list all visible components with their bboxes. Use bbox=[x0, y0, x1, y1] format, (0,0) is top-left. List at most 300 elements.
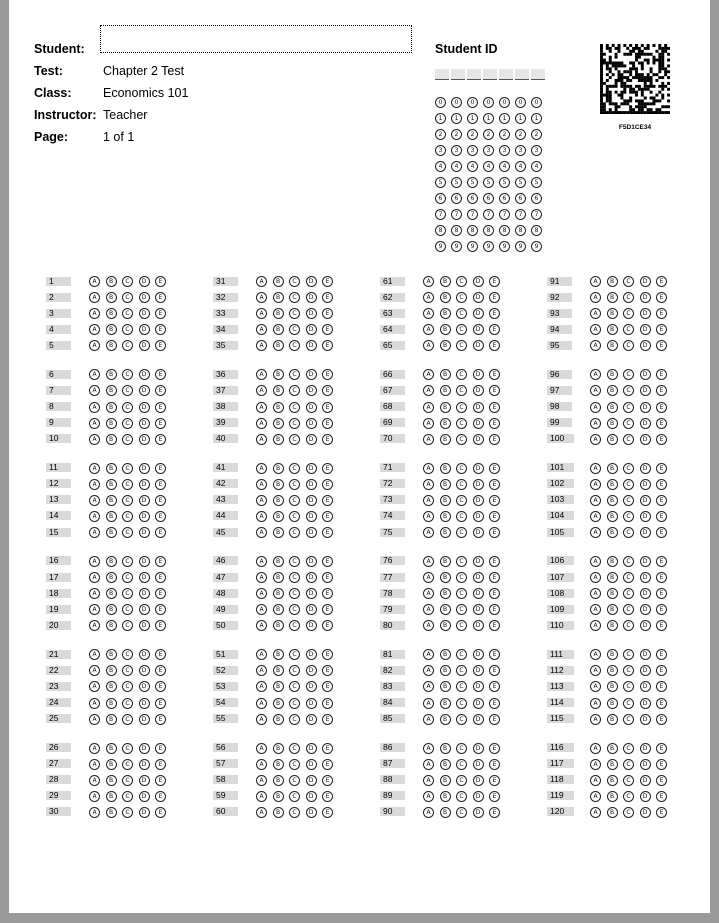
answer-bubble[interactable]: C bbox=[623, 620, 634, 631]
answer-bubble[interactable]: B bbox=[440, 385, 451, 396]
answer-bubble[interactable]: D bbox=[306, 649, 317, 660]
answer-bubble[interactable]: E bbox=[322, 418, 333, 429]
answer-bubble[interactable]: D bbox=[640, 369, 651, 380]
answer-bubble[interactable]: A bbox=[256, 495, 267, 506]
answer-bubble[interactable]: A bbox=[590, 791, 601, 802]
student-id-bubble[interactable]: 8 bbox=[531, 225, 542, 236]
answer-bubble[interactable]: C bbox=[456, 340, 467, 351]
student-id-bubble[interactable]: 4 bbox=[499, 161, 510, 172]
student-id-bubble[interactable]: 5 bbox=[451, 177, 462, 188]
answer-bubble[interactable]: A bbox=[590, 775, 601, 786]
student-id-bubble[interactable]: 1 bbox=[435, 113, 446, 124]
answer-bubble[interactable]: D bbox=[139, 308, 150, 319]
answer-bubble[interactable]: E bbox=[322, 588, 333, 599]
answer-bubble[interactable]: E bbox=[489, 556, 500, 567]
answer-bubble[interactable]: C bbox=[289, 308, 300, 319]
student-id-bubble[interactable]: 4 bbox=[467, 161, 478, 172]
student-id-bubble[interactable]: 2 bbox=[483, 129, 494, 140]
answer-bubble[interactable]: B bbox=[273, 418, 284, 429]
answer-bubble[interactable]: B bbox=[440, 807, 451, 818]
student-id-bubble[interactable]: 0 bbox=[467, 97, 478, 108]
answer-bubble[interactable]: C bbox=[122, 807, 133, 818]
answer-bubble[interactable]: D bbox=[473, 649, 484, 660]
answer-bubble[interactable]: A bbox=[256, 340, 267, 351]
answer-bubble[interactable]: D bbox=[139, 434, 150, 445]
answer-bubble[interactable]: B bbox=[273, 681, 284, 692]
answer-bubble[interactable]: C bbox=[456, 276, 467, 287]
answer-bubble[interactable]: A bbox=[89, 588, 100, 599]
answer-bubble[interactable]: D bbox=[473, 511, 484, 522]
answer-bubble[interactable]: E bbox=[656, 681, 667, 692]
answer-bubble[interactable]: C bbox=[122, 402, 133, 413]
answer-bubble[interactable]: A bbox=[590, 434, 601, 445]
answer-bubble[interactable]: E bbox=[656, 324, 667, 335]
answer-bubble[interactable]: A bbox=[89, 402, 100, 413]
answer-bubble[interactable]: E bbox=[489, 588, 500, 599]
answer-bubble[interactable]: D bbox=[640, 807, 651, 818]
answer-bubble[interactable]: D bbox=[306, 681, 317, 692]
answer-bubble[interactable]: A bbox=[423, 556, 434, 567]
answer-bubble[interactable]: D bbox=[640, 620, 651, 631]
answer-bubble[interactable]: B bbox=[440, 775, 451, 786]
answer-bubble[interactable]: A bbox=[590, 759, 601, 770]
answer-bubble[interactable]: B bbox=[273, 807, 284, 818]
answer-bubble[interactable]: D bbox=[306, 665, 317, 676]
answer-bubble[interactable]: C bbox=[122, 665, 133, 676]
answer-bubble[interactable]: D bbox=[139, 511, 150, 522]
answer-bubble[interactable]: C bbox=[289, 807, 300, 818]
answer-bubble[interactable]: C bbox=[623, 434, 634, 445]
student-id-bubble[interactable]: 2 bbox=[515, 129, 526, 140]
answer-bubble[interactable]: E bbox=[656, 308, 667, 319]
answer-bubble[interactable]: A bbox=[89, 479, 100, 490]
answer-bubble[interactable]: C bbox=[122, 463, 133, 474]
answer-bubble[interactable]: B bbox=[273, 385, 284, 396]
answer-bubble[interactable]: C bbox=[289, 292, 300, 303]
answer-bubble[interactable]: C bbox=[456, 292, 467, 303]
answer-bubble[interactable]: E bbox=[656, 698, 667, 709]
answer-bubble[interactable]: C bbox=[122, 276, 133, 287]
student-id-bubble[interactable]: 1 bbox=[467, 113, 478, 124]
answer-bubble[interactable]: C bbox=[289, 775, 300, 786]
answer-bubble[interactable]: D bbox=[306, 743, 317, 754]
answer-bubble[interactable]: D bbox=[306, 308, 317, 319]
answer-bubble[interactable]: B bbox=[106, 308, 117, 319]
answer-bubble[interactable]: A bbox=[89, 434, 100, 445]
answer-bubble[interactable]: C bbox=[289, 479, 300, 490]
answer-bubble[interactable]: C bbox=[623, 556, 634, 567]
answer-bubble[interactable]: E bbox=[155, 743, 166, 754]
answer-bubble[interactable]: E bbox=[656, 759, 667, 770]
answer-bubble[interactable]: C bbox=[456, 698, 467, 709]
answer-bubble[interactable]: C bbox=[623, 324, 634, 335]
answer-bubble[interactable]: A bbox=[256, 434, 267, 445]
answer-bubble[interactable]: A bbox=[89, 649, 100, 660]
answer-bubble[interactable]: E bbox=[489, 418, 500, 429]
student-id-digit-box[interactable] bbox=[483, 69, 497, 80]
answer-bubble[interactable]: B bbox=[273, 308, 284, 319]
answer-bubble[interactable]: A bbox=[590, 714, 601, 725]
answer-bubble[interactable]: B bbox=[440, 463, 451, 474]
answer-bubble[interactable]: A bbox=[256, 807, 267, 818]
answer-bubble[interactable]: D bbox=[139, 791, 150, 802]
student-id-digit-box[interactable] bbox=[515, 69, 529, 80]
student-id-bubble[interactable]: 0 bbox=[531, 97, 542, 108]
student-id-bubble[interactable]: 5 bbox=[483, 177, 494, 188]
answer-bubble[interactable]: E bbox=[155, 604, 166, 615]
answer-bubble[interactable]: C bbox=[456, 556, 467, 567]
answer-bubble[interactable]: C bbox=[122, 649, 133, 660]
answer-bubble[interactable]: C bbox=[122, 340, 133, 351]
answer-bubble[interactable]: D bbox=[306, 402, 317, 413]
answer-bubble[interactable]: E bbox=[155, 511, 166, 522]
answer-bubble[interactable]: A bbox=[89, 759, 100, 770]
student-id-bubble[interactable]: 1 bbox=[515, 113, 526, 124]
answer-bubble[interactable]: C bbox=[122, 385, 133, 396]
answer-bubble[interactable]: A bbox=[423, 714, 434, 725]
student-id-bubble[interactable]: 8 bbox=[435, 225, 446, 236]
answer-bubble[interactable]: D bbox=[306, 588, 317, 599]
answer-bubble[interactable]: C bbox=[623, 479, 634, 490]
student-id-bubble[interactable]: 9 bbox=[467, 241, 478, 252]
answer-bubble[interactable]: C bbox=[122, 714, 133, 725]
answer-bubble[interactable]: C bbox=[289, 572, 300, 583]
answer-bubble[interactable]: A bbox=[89, 620, 100, 631]
answer-bubble[interactable]: A bbox=[423, 479, 434, 490]
answer-bubble[interactable]: D bbox=[139, 714, 150, 725]
answer-bubble[interactable]: C bbox=[122, 511, 133, 522]
answer-bubble[interactable]: D bbox=[306, 714, 317, 725]
answer-bubble[interactable]: B bbox=[273, 527, 284, 538]
answer-bubble[interactable]: E bbox=[656, 418, 667, 429]
answer-bubble[interactable]: C bbox=[623, 649, 634, 660]
answer-bubble[interactable]: C bbox=[289, 385, 300, 396]
answer-bubble[interactable]: B bbox=[440, 620, 451, 631]
answer-bubble[interactable]: C bbox=[289, 698, 300, 709]
answer-bubble[interactable]: D bbox=[640, 402, 651, 413]
answer-bubble[interactable]: A bbox=[89, 572, 100, 583]
answer-bubble[interactable]: D bbox=[139, 743, 150, 754]
answer-bubble[interactable]: C bbox=[289, 369, 300, 380]
answer-bubble[interactable]: E bbox=[656, 572, 667, 583]
answer-bubble[interactable]: C bbox=[623, 292, 634, 303]
answer-bubble[interactable]: B bbox=[273, 698, 284, 709]
answer-bubble[interactable]: B bbox=[607, 369, 618, 380]
answer-bubble[interactable]: E bbox=[489, 527, 500, 538]
answer-bubble[interactable]: B bbox=[440, 759, 451, 770]
answer-bubble[interactable]: E bbox=[155, 495, 166, 506]
answer-bubble[interactable]: B bbox=[106, 743, 117, 754]
answer-bubble[interactable]: D bbox=[473, 385, 484, 396]
answer-bubble[interactable]: B bbox=[273, 434, 284, 445]
answer-bubble[interactable]: D bbox=[306, 775, 317, 786]
answer-bubble[interactable]: A bbox=[256, 698, 267, 709]
answer-bubble[interactable]: A bbox=[423, 511, 434, 522]
answer-bubble[interactable]: A bbox=[590, 665, 601, 676]
answer-bubble[interactable]: A bbox=[423, 604, 434, 615]
student-id-bubble[interactable]: 9 bbox=[531, 241, 542, 252]
answer-bubble[interactable]: D bbox=[306, 604, 317, 615]
answer-bubble[interactable]: B bbox=[273, 463, 284, 474]
answer-bubble[interactable]: A bbox=[89, 714, 100, 725]
answer-bubble[interactable]: C bbox=[623, 402, 634, 413]
answer-bubble[interactable]: E bbox=[155, 791, 166, 802]
answer-bubble[interactable]: B bbox=[273, 479, 284, 490]
answer-bubble[interactable]: E bbox=[322, 714, 333, 725]
student-id-bubble[interactable]: 3 bbox=[531, 145, 542, 156]
answer-bubble[interactable]: E bbox=[656, 402, 667, 413]
answer-bubble[interactable]: B bbox=[607, 556, 618, 567]
answer-bubble[interactable]: E bbox=[489, 495, 500, 506]
answer-bubble[interactable]: A bbox=[256, 665, 267, 676]
answer-bubble[interactable]: A bbox=[423, 340, 434, 351]
student-id-bubble[interactable]: 8 bbox=[515, 225, 526, 236]
answer-bubble[interactable]: B bbox=[440, 434, 451, 445]
answer-bubble[interactable]: D bbox=[139, 775, 150, 786]
answer-bubble[interactable]: B bbox=[607, 775, 618, 786]
answer-bubble[interactable]: D bbox=[139, 665, 150, 676]
answer-bubble[interactable]: D bbox=[306, 434, 317, 445]
answer-bubble[interactable]: C bbox=[122, 527, 133, 538]
answer-bubble[interactable]: B bbox=[273, 743, 284, 754]
answer-bubble[interactable]: E bbox=[489, 807, 500, 818]
answer-bubble[interactable]: C bbox=[623, 681, 634, 692]
answer-bubble[interactable]: B bbox=[273, 604, 284, 615]
answer-bubble[interactable]: B bbox=[440, 698, 451, 709]
answer-bubble[interactable]: A bbox=[423, 807, 434, 818]
student-id-bubble[interactable]: 0 bbox=[451, 97, 462, 108]
answer-bubble[interactable]: A bbox=[89, 665, 100, 676]
answer-bubble[interactable]: C bbox=[456, 620, 467, 631]
answer-bubble[interactable]: C bbox=[456, 807, 467, 818]
answer-bubble[interactable]: B bbox=[607, 511, 618, 522]
answer-bubble[interactable]: B bbox=[106, 791, 117, 802]
answer-bubble[interactable]: D bbox=[306, 759, 317, 770]
answer-bubble[interactable]: B bbox=[106, 369, 117, 380]
answer-bubble[interactable]: E bbox=[656, 434, 667, 445]
student-id-bubble[interactable]: 5 bbox=[499, 177, 510, 188]
answer-bubble[interactable]: D bbox=[139, 698, 150, 709]
answer-bubble[interactable]: A bbox=[423, 495, 434, 506]
student-id-bubble[interactable]: 6 bbox=[531, 193, 542, 204]
answer-bubble[interactable]: A bbox=[256, 649, 267, 660]
answer-bubble[interactable]: C bbox=[623, 759, 634, 770]
student-id-bubble[interactable]: 7 bbox=[467, 209, 478, 220]
answer-bubble[interactable]: A bbox=[256, 527, 267, 538]
answer-bubble[interactable]: D bbox=[306, 511, 317, 522]
answer-bubble[interactable]: B bbox=[106, 649, 117, 660]
answer-bubble[interactable]: C bbox=[623, 463, 634, 474]
student-id-bubble[interactable]: 6 bbox=[467, 193, 478, 204]
answer-bubble[interactable]: D bbox=[640, 572, 651, 583]
answer-bubble[interactable]: E bbox=[322, 791, 333, 802]
answer-bubble[interactable]: D bbox=[306, 340, 317, 351]
answer-bubble[interactable]: E bbox=[155, 588, 166, 599]
answer-bubble[interactable]: D bbox=[306, 791, 317, 802]
answer-bubble[interactable]: A bbox=[423, 308, 434, 319]
answer-bubble[interactable]: A bbox=[423, 276, 434, 287]
answer-bubble[interactable]: B bbox=[106, 463, 117, 474]
answer-bubble[interactable]: A bbox=[590, 649, 601, 660]
answer-bubble[interactable]: B bbox=[273, 511, 284, 522]
answer-bubble[interactable]: B bbox=[106, 681, 117, 692]
answer-bubble[interactable]: E bbox=[656, 479, 667, 490]
answer-bubble[interactable]: D bbox=[473, 665, 484, 676]
answer-bubble[interactable]: E bbox=[656, 665, 667, 676]
answer-bubble[interactable]: D bbox=[139, 620, 150, 631]
answer-bubble[interactable]: C bbox=[122, 324, 133, 335]
answer-bubble[interactable]: D bbox=[139, 276, 150, 287]
answer-bubble[interactable]: B bbox=[273, 649, 284, 660]
answer-bubble[interactable]: C bbox=[456, 385, 467, 396]
answer-bubble[interactable]: A bbox=[89, 807, 100, 818]
answer-bubble[interactable]: C bbox=[122, 434, 133, 445]
answer-bubble[interactable]: B bbox=[273, 402, 284, 413]
answer-bubble[interactable]: A bbox=[423, 463, 434, 474]
answer-bubble[interactable]: E bbox=[155, 698, 166, 709]
answer-bubble[interactable]: D bbox=[139, 340, 150, 351]
answer-bubble[interactable]: E bbox=[489, 698, 500, 709]
student-id-digit-box[interactable] bbox=[531, 69, 545, 80]
answer-bubble[interactable]: E bbox=[489, 604, 500, 615]
answer-bubble[interactable]: B bbox=[273, 276, 284, 287]
answer-bubble[interactable]: E bbox=[322, 527, 333, 538]
answer-bubble[interactable]: E bbox=[155, 527, 166, 538]
answer-bubble[interactable]: E bbox=[489, 681, 500, 692]
student-id-bubble[interactable]: 7 bbox=[483, 209, 494, 220]
answer-bubble[interactable]: E bbox=[489, 511, 500, 522]
answer-bubble[interactable]: B bbox=[607, 292, 618, 303]
answer-bubble[interactable]: D bbox=[139, 556, 150, 567]
answer-bubble[interactable]: B bbox=[106, 402, 117, 413]
answer-bubble[interactable]: D bbox=[640, 418, 651, 429]
answer-bubble[interactable]: A bbox=[423, 402, 434, 413]
answer-bubble[interactable]: B bbox=[106, 324, 117, 335]
answer-bubble[interactable]: A bbox=[256, 775, 267, 786]
answer-bubble[interactable]: A bbox=[89, 511, 100, 522]
answer-bubble[interactable]: A bbox=[590, 308, 601, 319]
answer-bubble[interactable]: D bbox=[473, 340, 484, 351]
answer-bubble[interactable]: C bbox=[456, 434, 467, 445]
student-id-bubble[interactable]: 8 bbox=[499, 225, 510, 236]
answer-bubble[interactable]: A bbox=[89, 527, 100, 538]
answer-bubble[interactable]: A bbox=[590, 681, 601, 692]
answer-bubble[interactable]: C bbox=[623, 511, 634, 522]
student-id-bubble[interactable]: 8 bbox=[483, 225, 494, 236]
answer-bubble[interactable]: D bbox=[139, 495, 150, 506]
answer-bubble[interactable]: C bbox=[456, 759, 467, 770]
student-id-digit-box[interactable] bbox=[467, 69, 481, 80]
answer-bubble[interactable]: D bbox=[139, 463, 150, 474]
answer-bubble[interactable]: D bbox=[640, 743, 651, 754]
answer-bubble[interactable]: A bbox=[590, 418, 601, 429]
student-id-bubble[interactable]: 1 bbox=[483, 113, 494, 124]
answer-bubble[interactable]: D bbox=[306, 807, 317, 818]
answer-bubble[interactable]: E bbox=[489, 775, 500, 786]
answer-bubble[interactable]: B bbox=[106, 292, 117, 303]
answer-bubble[interactable]: C bbox=[289, 527, 300, 538]
answer-bubble[interactable]: B bbox=[440, 743, 451, 754]
answer-bubble[interactable]: C bbox=[289, 276, 300, 287]
answer-bubble[interactable]: B bbox=[607, 434, 618, 445]
answer-bubble[interactable]: E bbox=[489, 434, 500, 445]
answer-bubble[interactable]: D bbox=[640, 324, 651, 335]
answer-bubble[interactable]: E bbox=[322, 369, 333, 380]
answer-bubble[interactable]: A bbox=[423, 665, 434, 676]
answer-bubble[interactable]: D bbox=[473, 479, 484, 490]
answer-bubble[interactable]: E bbox=[656, 807, 667, 818]
answer-bubble[interactable]: A bbox=[256, 402, 267, 413]
answer-bubble[interactable]: E bbox=[322, 340, 333, 351]
answer-bubble[interactable]: D bbox=[473, 698, 484, 709]
answer-bubble[interactable]: B bbox=[440, 340, 451, 351]
answer-bubble[interactable]: B bbox=[607, 620, 618, 631]
student-id-bubble[interactable]: 5 bbox=[467, 177, 478, 188]
answer-bubble[interactable]: A bbox=[590, 479, 601, 490]
answer-bubble[interactable]: E bbox=[155, 324, 166, 335]
answer-bubble[interactable]: E bbox=[322, 665, 333, 676]
answer-bubble[interactable]: E bbox=[155, 385, 166, 396]
answer-bubble[interactable]: E bbox=[155, 775, 166, 786]
answer-bubble[interactable]: C bbox=[623, 791, 634, 802]
answer-bubble[interactable]: B bbox=[440, 369, 451, 380]
answer-bubble[interactable]: A bbox=[256, 292, 267, 303]
answer-bubble[interactable]: C bbox=[289, 681, 300, 692]
student-id-bubble[interactable]: 6 bbox=[499, 193, 510, 204]
answer-bubble[interactable]: D bbox=[139, 324, 150, 335]
answer-bubble[interactable]: D bbox=[473, 434, 484, 445]
answer-bubble[interactable]: A bbox=[423, 743, 434, 754]
answer-bubble[interactable]: B bbox=[106, 556, 117, 567]
answer-bubble[interactable]: E bbox=[656, 714, 667, 725]
answer-bubble[interactable]: A bbox=[423, 775, 434, 786]
answer-bubble[interactable]: A bbox=[89, 385, 100, 396]
answer-bubble[interactable]: B bbox=[106, 714, 117, 725]
answer-bubble[interactable]: C bbox=[289, 463, 300, 474]
answer-bubble[interactable]: A bbox=[423, 385, 434, 396]
answer-bubble[interactable]: E bbox=[322, 385, 333, 396]
answer-bubble[interactable]: C bbox=[456, 791, 467, 802]
answer-bubble[interactable]: E bbox=[489, 340, 500, 351]
answer-bubble[interactable]: A bbox=[590, 698, 601, 709]
answer-bubble[interactable]: A bbox=[590, 495, 601, 506]
answer-bubble[interactable]: C bbox=[289, 759, 300, 770]
answer-bubble[interactable]: D bbox=[139, 385, 150, 396]
answer-bubble[interactable]: D bbox=[139, 479, 150, 490]
answer-bubble[interactable]: C bbox=[289, 791, 300, 802]
answer-bubble[interactable]: A bbox=[590, 604, 601, 615]
student-id-bubble[interactable]: 6 bbox=[435, 193, 446, 204]
answer-bubble[interactable]: A bbox=[256, 604, 267, 615]
answer-bubble[interactable]: A bbox=[256, 308, 267, 319]
answer-bubble[interactable]: E bbox=[489, 463, 500, 474]
answer-bubble[interactable]: B bbox=[607, 495, 618, 506]
student-id-bubble[interactable]: 2 bbox=[499, 129, 510, 140]
answer-bubble[interactable]: A bbox=[423, 369, 434, 380]
answer-bubble[interactable]: C bbox=[623, 714, 634, 725]
answer-bubble[interactable]: C bbox=[289, 556, 300, 567]
answer-bubble[interactable]: B bbox=[607, 681, 618, 692]
answer-bubble[interactable]: B bbox=[273, 714, 284, 725]
answer-bubble[interactable]: D bbox=[640, 665, 651, 676]
answer-bubble[interactable]: E bbox=[322, 495, 333, 506]
student-id-bubble[interactable]: 9 bbox=[483, 241, 494, 252]
answer-bubble[interactable]: B bbox=[607, 402, 618, 413]
answer-bubble[interactable]: D bbox=[473, 402, 484, 413]
answer-bubble[interactable]: B bbox=[440, 714, 451, 725]
answer-bubble[interactable]: C bbox=[623, 418, 634, 429]
answer-bubble[interactable]: C bbox=[122, 775, 133, 786]
